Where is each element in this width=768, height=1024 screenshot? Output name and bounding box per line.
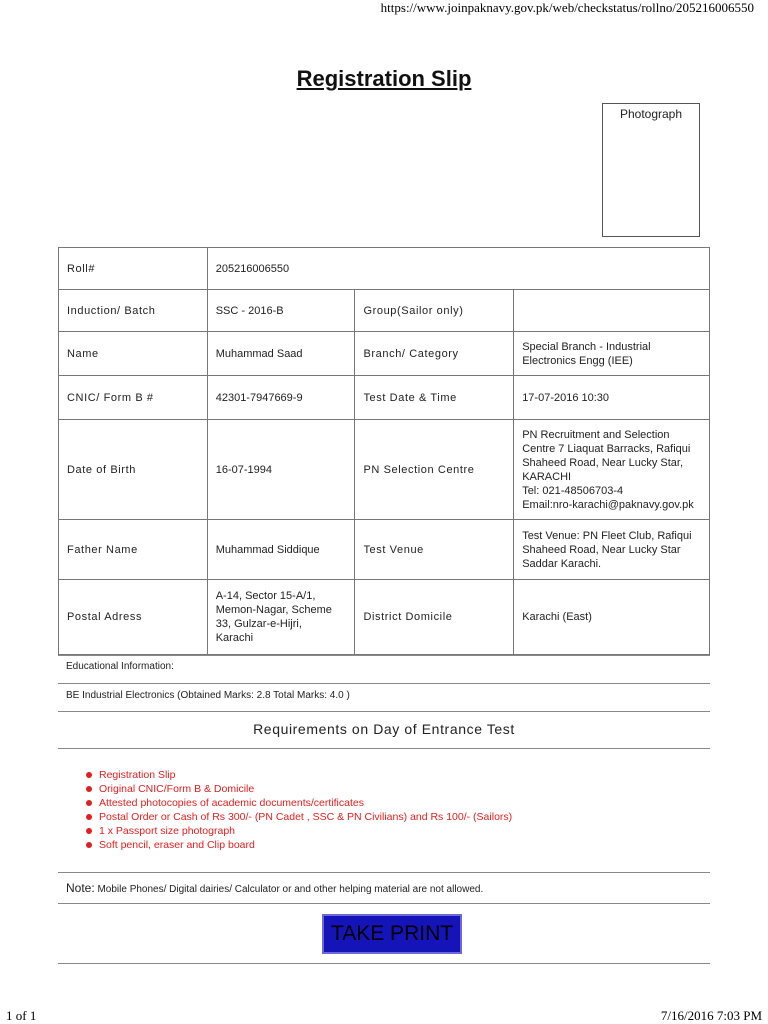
field-value <box>514 376 710 420</box>
field-value-line: Tel: 021-48506703-4 <box>522 484 624 497</box>
field-label: Father Name <box>59 520 208 580</box>
divider <box>58 683 710 684</box>
table-row <box>59 520 710 580</box>
field-label: PN Selection Centre <box>355 420 514 520</box>
field-value <box>207 332 355 376</box>
requirement-item <box>86 810 512 824</box>
requirement-text: Postal Order or Cash of Rs 300/- (PN Cadet , SSC & PN Civilians) and Rs 100/- (Sailors) <box>99 811 513 823</box>
field-value-line: 42301-7947669-9 <box>215 391 303 404</box>
field-label: Date of Birth <box>59 420 208 520</box>
requirement-text: Soft pencil, eraser and Clip board <box>99 839 255 851</box>
field-value <box>207 580 355 655</box>
table-row <box>59 332 710 376</box>
table-row <box>59 376 710 420</box>
field-value <box>514 520 710 580</box>
field-value-line: SSC - 2016-B <box>215 304 284 317</box>
field-value-line: Shaheed Road, Near Lucky Star, <box>522 456 684 469</box>
field-label: Name <box>59 332 208 376</box>
photograph-box <box>602 103 700 237</box>
requirement-item <box>86 796 512 810</box>
education-value: BE Industrial Electronics (Obtained Marks: 2.8 Total Marks: 4.0 ) <box>66 690 350 701</box>
requirement-item <box>86 824 512 838</box>
field-value <box>207 290 355 332</box>
requirement-item <box>86 768 512 782</box>
divider <box>58 711 710 712</box>
field-label: Group(Sailor only) <box>355 290 514 332</box>
table-row <box>59 420 710 520</box>
field-value-line: 33, Gulzar-e-Hijri, <box>215 618 302 630</box>
field-value-line: Muhammad Siddique <box>215 543 320 556</box>
note-text: Mobile Phones/ Digital dairies/ Calculator or and other helping material are not allowed. <box>94 884 484 895</box>
table-row <box>59 290 710 332</box>
field-value-line: Karachi (East) <box>522 611 592 623</box>
bullet-icon <box>86 842 92 848</box>
divider <box>58 655 710 656</box>
registration-table <box>58 247 710 655</box>
field-value-line: PN Recruitment and Selection <box>522 428 670 441</box>
field-value <box>207 520 355 580</box>
print-timestamp: 7/16/2016 7:03 PM <box>660 1008 762 1023</box>
bullet-icon <box>86 772 92 778</box>
field-value-line: Electronics Engg (IEE) <box>522 354 633 367</box>
field-value <box>514 290 710 332</box>
field-value-line: A-14, Sector 15-A/1, <box>215 590 316 602</box>
requirement-text: Original CNIC/Form B & Domicile <box>99 783 255 795</box>
field-value-line: Shaheed Road, Near Lucky Star <box>522 543 681 556</box>
table-row <box>59 580 710 655</box>
take-print-button[interactable]: TAKE PRINT <box>322 914 462 954</box>
table-row-roll <box>59 248 710 290</box>
note-label: Note: <box>66 881 95 895</box>
bullet-icon <box>86 786 92 792</box>
requirements-heading: Requirements on Day of Entrance Test <box>253 721 515 737</box>
field-label: CNIC/ Form B # <box>59 376 208 420</box>
divider <box>58 748 710 749</box>
field-value-line: Special Branch - Industrial <box>522 340 651 353</box>
photograph-label: Photograph <box>619 107 683 121</box>
requirements-list <box>86 768 512 852</box>
page-title: Registration Slip <box>296 66 472 91</box>
roll-value: 205216006550 <box>207 248 709 290</box>
requirement-text: 1 x Passport size photograph <box>99 825 235 837</box>
field-value-line: Karachi <box>215 632 254 644</box>
field-value-line: Saddar Karachi. <box>522 557 602 570</box>
divider <box>58 963 710 964</box>
field-value-line: Muhammad Saad <box>215 347 303 360</box>
field-value-line: KARACHI <box>522 470 572 483</box>
field-label: Test Date & Time <box>355 376 514 420</box>
bullet-icon <box>86 828 92 834</box>
education-label: Educational Information: <box>66 661 174 672</box>
note <box>66 881 483 895</box>
field-value-line: 17-07-2016 10:30 <box>522 391 610 404</box>
field-label: Branch/ Category <box>355 332 514 376</box>
field-label: Postal Adress <box>59 580 208 655</box>
field-value-line: Centre 7 Liaquat Barracks, Rafiqui <box>522 442 691 455</box>
field-value <box>514 332 710 376</box>
field-label: Induction/ Batch <box>59 290 208 332</box>
field-value-line: Memon-Nagar, Scheme <box>215 604 332 616</box>
field-label: District Domicile <box>355 580 514 655</box>
field-value <box>514 580 710 655</box>
requirement-text: Attested photocopies of academic documents/certificates <box>99 797 364 809</box>
field-value <box>514 420 710 520</box>
requirement-text: Registration Slip <box>99 769 176 781</box>
field-value-line: 16-07-1994 <box>215 463 272 476</box>
bullet-icon <box>86 814 92 820</box>
requirement-item <box>86 782 512 796</box>
divider <box>58 872 710 873</box>
field-label: Test Venue <box>355 520 514 580</box>
roll-label: Roll# <box>59 248 208 290</box>
bullet-icon <box>86 800 92 806</box>
page-number: 1 of 1 <box>6 1008 37 1023</box>
page-url: https://www.joinpaknavy.gov.pk/web/checkstatus/rollno/205216006550 <box>380 0 754 15</box>
field-value-line: Test Venue: PN Fleet Club, Rafiqui <box>522 529 692 542</box>
field-value-line: Email:nro-karachi@paknavy.gov.pk <box>522 498 694 511</box>
requirement-item <box>86 838 512 852</box>
field-value <box>207 376 355 420</box>
field-value <box>207 420 355 520</box>
divider <box>58 903 710 904</box>
